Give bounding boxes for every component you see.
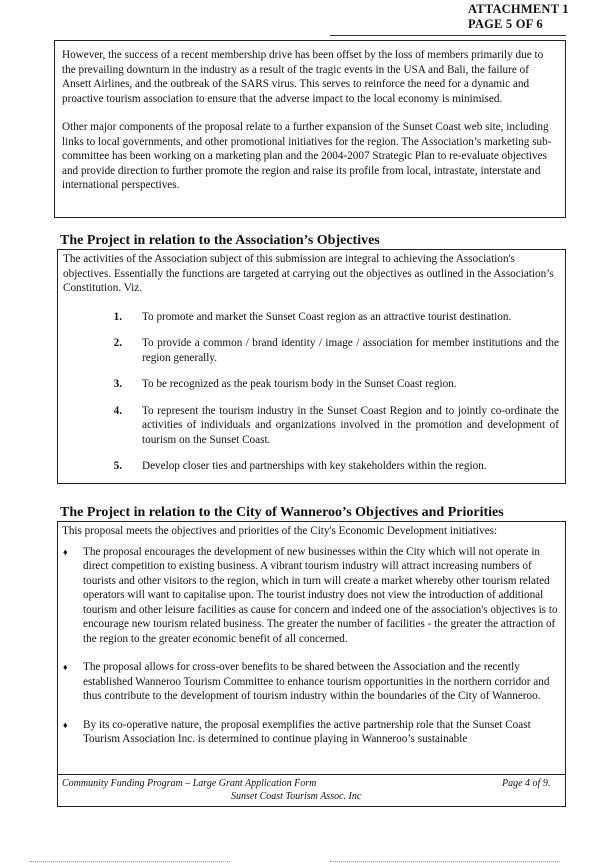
list-item-text: To provide a common / brand identity / image / association for member institutions and the region generally. (142, 337, 559, 364)
list-item-number: 5. (113, 460, 122, 472)
list-item-text: The proposal encourages the development of new businesses within the City which will not operate in direct competition to existing business. A vibrant tourism industry will attract increasing numbers of tourists and other visitors to the region, which in turn will create a market whereby other tourism related operators will want to capitalise upon. The tourist industry does not view the introduction of additional tourism and other leisure facilities as cause for concern and indeed one of the association's objectives is to encourage new tourism related business. The greater the number of facilities - the greater the attraction of the region to the greater economic benefit of all concerned. (83, 545, 558, 645)
diamond-bullet-icon: ♦ (63, 546, 68, 557)
list-item-number: 2. (113, 337, 122, 349)
bottom-dotted-rule-left (30, 861, 230, 862)
list-item (62, 545, 559, 647)
list-item-text: The proposal allows for cross-over benefits to be shared between the Association and the recently established Wanneroo Tourism Committee to enhance tourism opportunities in the northern corridor and thus contribute to the development of tourism industry within the boundaries of the City of Wanneroo. (83, 661, 550, 702)
attachment-header (468, 2, 608, 32)
bottom-dotted-rule-right (330, 861, 560, 862)
list-item (62, 718, 559, 747)
intro-paragraph-1: However, the success of a recent membership drive has been offset by the loss of members primarily due to the prevailing downturn in the industry as a result of the tragic events in the USA and Bali, the failure of Ansett Airlines, and the outbreak of the SARS virus. This serves to reinforce the need for a dynamic and proactive tourism association to ensure that the adverse impact to the local economy is minimised. (62, 49, 544, 105)
diamond-bullet-icon: ♦ (63, 662, 68, 672)
intro-paragraph-2: Other major components of the proposal relate to a further expansion of the Sunset Coast web site, including links to local governments, and other promotional initiatives for the region. The Association’s marketing sub-committee has been working on a marketing plan and the 2004-2007 Strategic Plan to re-evaluate objectives and provide direction to further promote the region and raise its profile from local, intrastate, interstate and international perspectives. (62, 121, 552, 191)
footer-organisation: Sunset Coast Tourism Assoc. Inc (231, 791, 362, 802)
list-item (63, 336, 561, 365)
list-item-number: 1. (113, 310, 122, 323)
footer-page-number: Page 4 of 9. (502, 778, 551, 789)
list-item (63, 404, 561, 448)
header-rule (330, 35, 566, 36)
list-item-text: To promote and market the Sunset Coast region as an attractive tourist destination. (142, 310, 512, 323)
list-item-text: Develop closer ties and partnerships with key stakeholders within the region. (142, 460, 487, 472)
attachment-label: ATTACHMENT 1 (468, 2, 569, 16)
list-item (62, 660, 559, 704)
list-item-number: 3. (113, 378, 122, 390)
list-item-text: To represent the tourism industry in the Sunset Coast Region and to jointly co-ordinate the activities of individuals and organizations involved in the promotion and development of tourism on the Sunset Coast. (142, 404, 559, 446)
section-heading-wanneroo-objectives: The Project in relation to the City of Wanneroo’s Objectives and Priorities (60, 505, 504, 520)
list-item-text: By its co-operative nature, the proposal exemplifies the active partnership role that the Sunset Coast Tourism Association Inc. is determined to continue playing in Wanneroo’s sustainable (83, 718, 531, 745)
priorities-list (62, 545, 559, 747)
footer-form-name: Community Funding Program – Large Grant Application Form (62, 778, 317, 789)
wanneroo-objectives-intro: This proposal meets the objectives and priorities of the City's Economic Development initiatives: (62, 525, 498, 537)
list-item-text: To be recognized as the peak tourism body in the Sunset Coast region. (142, 378, 457, 390)
wanneroo-objectives-box (57, 521, 566, 775)
list-item (63, 459, 561, 474)
intro-box (54, 40, 566, 218)
list-item-number: 4. (113, 404, 122, 417)
list-item (63, 377, 561, 392)
objectives-list (63, 310, 561, 474)
list-item (63, 310, 561, 325)
association-objectives-intro: The activities of the Association subject of this submission are integral to achieving the Association's objectives. Essentially the functions are targeted at carrying out the objectives as outlined in the Association’s Constitution. Viz. (63, 253, 554, 294)
page-indicator: PAGE 5 OF 6 (468, 17, 543, 31)
association-objectives-box (57, 249, 566, 484)
section-heading-association-objectives: The Project in relation to the Association’s Objectives (60, 233, 380, 248)
diamond-bullet-icon: ♦ (63, 719, 68, 730)
